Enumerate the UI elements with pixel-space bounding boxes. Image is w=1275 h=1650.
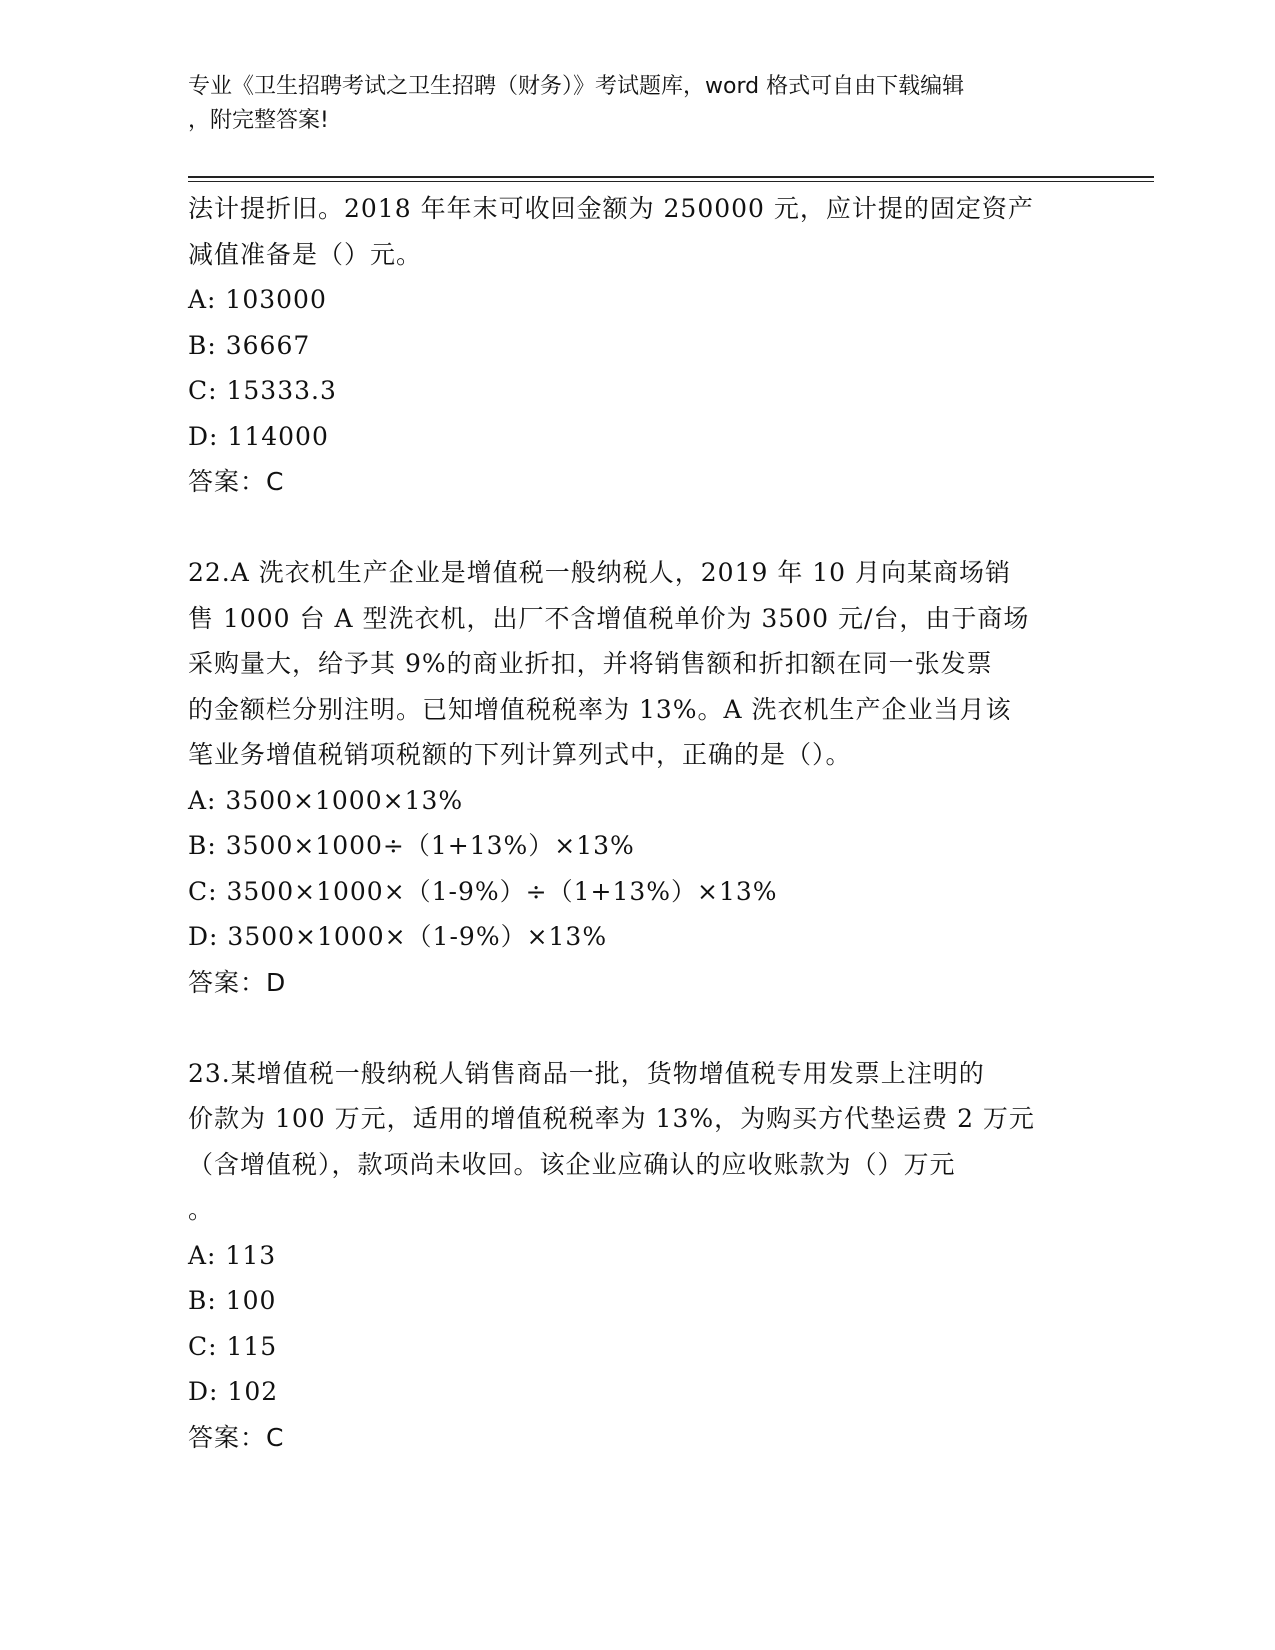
question-stem-line: 法计提折旧。2018 年年末可收回金额为 250000 元，应计提的固定资产 [188,194,1034,223]
question-22 [188,550,1098,1005]
option-b: B: 100 [188,1286,277,1315]
question-stem-line: 采购量大，给予其 9%的商业折扣，并将销售额和折扣额在同一张发票 [188,649,993,678]
option-d: D: 102 [188,1377,279,1406]
question-stem-line: 笔业务增值税销项税额的下列计算列式中，正确的是（）。 [188,740,852,769]
option-b: B: 3500×1000÷（1+13%）×13% [188,831,635,860]
header-line-1: 专业《卫生招聘考试之卫生招聘（财务）》考试题库，word 格式可自由下载编辑 [188,74,965,99]
header-divider-thick [188,176,1154,178]
question-list [188,186,1098,1460]
page-header [188,70,1068,138]
question-stem-line: 22.A 洗衣机生产企业是增值税一般纳税人，2019 年 10 月向某商场销 [188,558,1012,587]
option-c: C: 3500×1000×（1-9%）÷（1+13%）×13% [188,876,778,906]
option-c: C: 15333.3 [188,376,337,405]
option-a: A: 103000 [188,285,327,314]
option-a: A: 113 [188,1240,277,1270]
option-a: A: 3500×1000×13% [188,785,464,815]
question-stem-line: 售 1000 台 A 型洗衣机，出厂不含增值税单价为 3500 元/台，由于商场 [188,603,1030,633]
question-21 [188,186,1098,505]
option-b: B: 36667 [188,330,311,360]
question-stem-line: 减值准备是（）元。 [188,239,423,269]
spacer [188,1005,1098,1051]
question-stem-line: 的金额栏分别注明。已知增值税税率为 13%。A 洗衣机生产企业当月该 [188,694,1012,724]
spacer [188,505,1098,551]
question-23 [188,1051,1098,1461]
answer-line: 答案：C [188,1422,285,1452]
question-stem-line: 。 [188,1195,215,1224]
answer-line: 答案：C [188,467,285,496]
question-stem-line: （含增值税），款项尚未收回。该企业应确认的应收账款为（）万元 [188,1149,956,1179]
option-d: D: 3500×1000×（1-9%）×13% [188,922,608,951]
question-stem-line: 23.某增值税一般纳税人销售商品一批，货物增值税专用发票上注明的 [188,1058,985,1088]
answer-line: 答案：D [188,967,287,997]
question-stem-line: 价款为 100 万元，适用的增值税税率为 13%，为购买方代垫运费 2 万元 [188,1104,1035,1133]
header-divider-thin [188,181,1154,182]
header-line-2: ，附完整答案! [188,108,329,133]
option-d: D: 114000 [188,421,329,451]
option-c: C: 115 [188,1331,278,1361]
